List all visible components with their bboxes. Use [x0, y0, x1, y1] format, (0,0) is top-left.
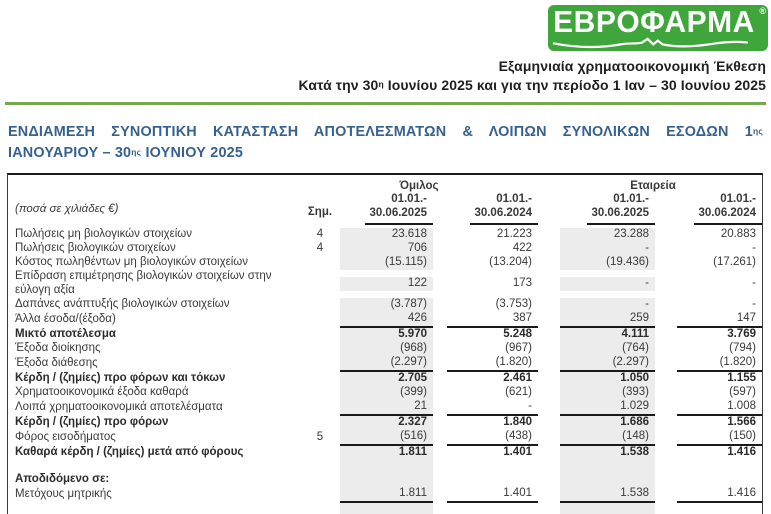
row-value-group-2024: 1.401	[447, 487, 538, 503]
column-gap	[433, 416, 447, 430]
row-value-company-2025: (19.436)	[560, 256, 655, 270]
row-value-group-2024	[447, 503, 538, 514]
row-value-group-2024: (438)	[447, 430, 538, 446]
column-gap	[655, 473, 677, 487]
row-value-group-2024: 173	[512, 276, 532, 289]
row-value-group-2025: 23.618	[340, 228, 433, 242]
row-value-group-2024	[447, 473, 538, 487]
table-row	[8, 356, 762, 372]
row-label: Λοιπά χρηματοοικονομικά αποτελέσματα	[15, 400, 223, 413]
row-value-group-2024: (13.204)	[489, 256, 532, 268]
row-value-group-2024: 1.840	[503, 415, 532, 428]
column-gap	[433, 372, 447, 386]
row-value-company-2025: -	[560, 277, 655, 291]
row-value-company-2025: (764)	[560, 342, 655, 356]
column-group-header-group: Όμιλος	[399, 180, 439, 192]
row-note	[300, 488, 340, 502]
row-value-group-2025: 706	[340, 242, 433, 256]
header-underline	[470, 223, 538, 225]
row-note	[300, 277, 340, 291]
row-value-company-2025	[560, 473, 655, 487]
row-label: Κέρδη / (ζημίες) προ φόρων και τόκων	[15, 371, 226, 384]
table-row	[8, 416, 762, 430]
table-row	[8, 503, 762, 514]
row-value-company-2025: 4.111	[560, 328, 655, 342]
table-header	[8, 175, 762, 225]
units-note: (ποσά σε χιλιάδες €)	[15, 203, 119, 215]
row-value-group-2024: (3.753)	[495, 297, 532, 310]
row-value-group-2025: (399)	[340, 386, 433, 400]
row-label: Αποδιδόμενο σε:	[15, 472, 110, 485]
company-logo-text: ΕΒΡΟΦΑΡΜΑ	[553, 5, 755, 40]
column-gap	[655, 460, 677, 473]
column-gap	[655, 357, 677, 371]
row-value-company-2025	[560, 503, 655, 514]
column-gap	[538, 416, 560, 430]
row-value-group-2025: (516)	[340, 430, 433, 446]
table-row	[8, 446, 762, 460]
row-note	[300, 313, 340, 327]
column-gap	[538, 446, 560, 460]
column-gap	[433, 357, 447, 371]
row-label	[8, 460, 300, 473]
row-value-group-2024: 2.461	[503, 371, 532, 384]
column-gap	[433, 256, 447, 270]
row-value-company-2024: (1.820)	[677, 356, 762, 372]
row-value-group-2025: 1.811	[340, 487, 433, 503]
table-row	[8, 228, 762, 242]
column-gap	[538, 488, 560, 502]
table-row	[8, 400, 762, 416]
column-gap	[433, 401, 447, 415]
row-value-group-2025: 122	[340, 277, 433, 291]
row-label: Άλλα έσοδα/(έξοδα)	[15, 312, 116, 325]
column-gap	[655, 431, 677, 445]
row-value-company-2024: 147	[677, 312, 762, 328]
column-gap	[655, 503, 677, 514]
document-header-line1: Εξαμηνιαία χρηματοοικονομική Έκθεση	[498, 58, 766, 74]
row-value-group-2024: 5.248	[503, 327, 532, 340]
table-row	[8, 430, 762, 446]
row-note	[300, 357, 340, 371]
row-note	[300, 401, 340, 415]
row-note	[300, 256, 340, 270]
row-label: Πωλήσεις βιολογικών στοιχείων	[15, 242, 176, 254]
row-note: 4	[316, 242, 324, 254]
row-label: Δαπάνες ανάπτυξής βιολογικών στοιχείων	[15, 297, 230, 310]
row-value-company-2025: 1.050	[560, 372, 655, 386]
column-gap	[655, 228, 677, 242]
green-divider-line	[5, 102, 766, 105]
table-row	[8, 372, 762, 386]
row-label: Έξοδα διοίκησης	[15, 341, 101, 354]
row-note	[300, 372, 340, 386]
column-gap	[433, 386, 447, 400]
row-value-group-2025: 2.327	[340, 416, 433, 430]
row-value-group-2024	[447, 460, 538, 473]
row-note	[300, 473, 340, 487]
company-logo	[548, 5, 768, 51]
column-gap	[655, 313, 677, 327]
column-gap	[655, 298, 677, 312]
income-statement-table	[7, 173, 763, 514]
column-gap	[655, 401, 677, 415]
row-value-company-2025	[560, 460, 655, 473]
table-row	[8, 328, 762, 342]
row-value-company-2024: 20.883	[720, 228, 756, 240]
row-value-company-2025: (393)	[560, 386, 655, 400]
column-gap	[538, 228, 560, 242]
header-underline	[694, 223, 762, 225]
column-gap	[538, 401, 560, 415]
row-value-company-2024: 1.416	[677, 487, 762, 503]
row-value-company-2025: 1.686	[560, 416, 655, 430]
row-value-group-2025: 21	[340, 400, 433, 416]
table-row	[8, 487, 762, 503]
row-value-group-2024: 1.401	[503, 445, 532, 458]
column-gap	[433, 503, 447, 514]
row-value-group-2025: 1.811	[340, 446, 433, 460]
column-gap	[538, 503, 560, 514]
row-label	[8, 503, 300, 514]
row-note: 5	[316, 430, 324, 443]
row-value-group-2025	[340, 473, 433, 487]
row-value-group-2025: (15.115)	[340, 256, 433, 270]
column-gap	[433, 431, 447, 445]
row-value-group-2024: -	[447, 400, 538, 416]
row-label: Μετόχους μητρικής	[15, 487, 112, 500]
column-gap	[655, 386, 677, 400]
row-value-company-2024: -	[752, 242, 756, 254]
row-value-group-2024: 387	[447, 312, 538, 328]
column-gap	[433, 460, 447, 473]
column-gap	[433, 228, 447, 242]
column-gap	[433, 313, 447, 327]
column-gap	[538, 342, 560, 356]
row-note	[300, 416, 340, 430]
table-row	[8, 473, 762, 487]
row-value-group-2025: 5.970	[340, 328, 433, 342]
table-row	[8, 460, 762, 473]
row-value-company-2024: (794)	[729, 341, 756, 354]
row-label: Έξοδα διάθεσης	[15, 356, 98, 369]
row-label: Χρηματοοικονομικά έξοδα καθαρά	[15, 385, 189, 398]
column-gap	[433, 446, 447, 460]
row-note	[300, 386, 340, 400]
registered-trademark-icon: ®	[759, 6, 766, 16]
row-value-group-2024: (1.820)	[447, 356, 538, 372]
column-gap	[655, 242, 677, 256]
section-title	[8, 122, 763, 164]
row-value-group-2024: (621)	[505, 385, 532, 398]
column-gap	[538, 460, 560, 473]
column-gap	[538, 313, 560, 327]
row-value-group-2025: (968)	[340, 342, 433, 356]
header-underline	[587, 223, 655, 225]
column-gap	[655, 256, 677, 270]
row-value-company-2025: 1.538	[560, 487, 655, 503]
row-note	[300, 328, 340, 342]
row-value-company-2024: 1.416	[727, 445, 756, 458]
row-value-group-2025	[340, 460, 433, 473]
row-value-group-2025: (2.297)	[340, 356, 433, 372]
row-value-company-2024	[677, 503, 762, 514]
row-value-company-2025: (2.297)	[560, 356, 655, 372]
row-value-company-2024: 3.769	[727, 327, 756, 340]
column-gap	[538, 386, 560, 400]
column-gap	[433, 473, 447, 487]
row-value-company-2025: 259	[560, 312, 655, 328]
row-value-company-2025: -	[560, 242, 655, 256]
row-value-group-2025: (3.787)	[340, 298, 433, 312]
table-row	[8, 312, 762, 328]
table-row	[8, 298, 762, 312]
row-value-company-2024: -	[752, 297, 756, 310]
row-value-group-2025: 2.705	[340, 372, 433, 386]
column-gap	[433, 342, 447, 356]
row-label: Φόρος εισοδήματος	[15, 430, 116, 443]
row-value-group-2024: (967)	[505, 341, 532, 354]
row-note	[300, 446, 340, 460]
section-title-line2: ΙΑΝΟΥΑΡΙΟΥ – $30^{\eta\varsigma}$ ΙΟΥΝΙΟΥ 2025	[8, 145, 244, 161]
period-header-company-2024: 01.01.- 30.06.2024	[677, 193, 762, 225]
row-note	[300, 298, 340, 312]
column-gap	[538, 256, 560, 270]
row-label: Κόστος πωληθέντων μη βιολογικών στοιχείων	[15, 256, 249, 268]
column-group-header-company: Εταιρεία	[630, 180, 676, 192]
row-value-group-2025: 426	[340, 312, 433, 328]
column-gap	[655, 416, 677, 430]
column-gap	[655, 328, 677, 342]
table-row	[8, 256, 762, 270]
column-gap	[655, 446, 677, 460]
row-value-group-2025	[340, 503, 433, 514]
row-value-company-2024: 1.155	[727, 371, 756, 384]
row-value-company-2025: 1.029	[560, 400, 655, 416]
column-gap	[538, 473, 560, 487]
row-note	[300, 460, 340, 473]
row-label: Επίδραση επιμέτρησης βιολογικών στοιχείων στην εύλογη αξία	[15, 270, 272, 296]
column-gap	[538, 372, 560, 386]
column-gap	[433, 488, 447, 502]
column-gap	[433, 328, 447, 342]
column-gap	[538, 328, 560, 342]
row-value-company-2024: (597)	[729, 385, 756, 398]
document-header	[299, 57, 766, 94]
period-header-company-2025: 01.01.- 30.06.2025	[560, 193, 655, 225]
column-gap	[538, 298, 560, 312]
column-gap	[433, 298, 447, 312]
row-note: 4	[316, 228, 324, 240]
header-underline	[365, 223, 433, 225]
row-note	[300, 503, 340, 514]
table-row	[8, 270, 762, 298]
section-title-line1: ΕΝΔΙΑΜΕΣΗ ΣΥΝΟΠΤΙΚΗ ΚΑΤΑΣΤΑΣΗ ΑΠΟΤΕΛΕΣΜΑΤΩΝ & ΛΟΙΠΩΝ ΣΥΝΟΛΙΚΩΝ ΕΣΟΔΩΝ $1^{\eta\varsigma}$	[8, 124, 763, 140]
table-row	[8, 242, 762, 256]
column-gap	[655, 372, 677, 386]
column-gap	[655, 277, 677, 291]
table-row	[8, 342, 762, 356]
table-row	[8, 386, 762, 400]
notes-column-header: Σημ.	[307, 206, 333, 218]
table-rows	[8, 225, 762, 514]
period-header-group-2024: 01.01.- 30.06.2024	[447, 193, 538, 225]
row-value-company-2024: (150)	[677, 430, 762, 446]
row-label: Καθαρά κέρδη / (ζημίες) μετά από φόρους	[15, 445, 244, 458]
column-gap	[538, 277, 560, 291]
column-gap	[433, 242, 447, 256]
column-gap	[538, 242, 560, 256]
column-gap	[538, 431, 560, 445]
row-note	[300, 342, 340, 356]
row-value-company-2024: 1.008	[677, 400, 762, 416]
row-value-company-2024	[677, 460, 762, 473]
column-gap	[655, 342, 677, 356]
period-header-group-2025: 01.01.- 30.06.2025	[340, 193, 433, 225]
row-value-company-2024	[677, 473, 762, 487]
logo-wave-icon	[552, 36, 749, 49]
row-value-group-2024: 422	[512, 242, 532, 254]
row-label: Πωλήσεις μη βιολογικών στοιχείων	[15, 228, 192, 240]
row-value-group-2024: 21.223	[496, 228, 532, 240]
row-value-company-2025: 1.538	[560, 446, 655, 460]
row-value-company-2024: -	[752, 276, 756, 289]
row-value-company-2024: 1.566	[727, 415, 756, 428]
row-label: Μικτό αποτέλεσμα	[15, 327, 116, 340]
row-value-company-2025: 23.288	[560, 228, 655, 242]
row-value-company-2025: -	[560, 298, 655, 312]
row-value-company-2025: (148)	[560, 430, 655, 446]
column-gap	[538, 357, 560, 371]
column-gap	[655, 488, 677, 502]
row-label: Κέρδη / (ζημίες) προ φόρων	[15, 415, 169, 428]
document-header-line2: Κατά την $30^\eta$ Ιουνίου 2025 και για την περίοδο 1 Ιαν – 30 Ιουνίου 2025	[298, 76, 766, 93]
row-value-company-2024: (17.261)	[713, 256, 756, 268]
column-gap	[433, 277, 447, 291]
